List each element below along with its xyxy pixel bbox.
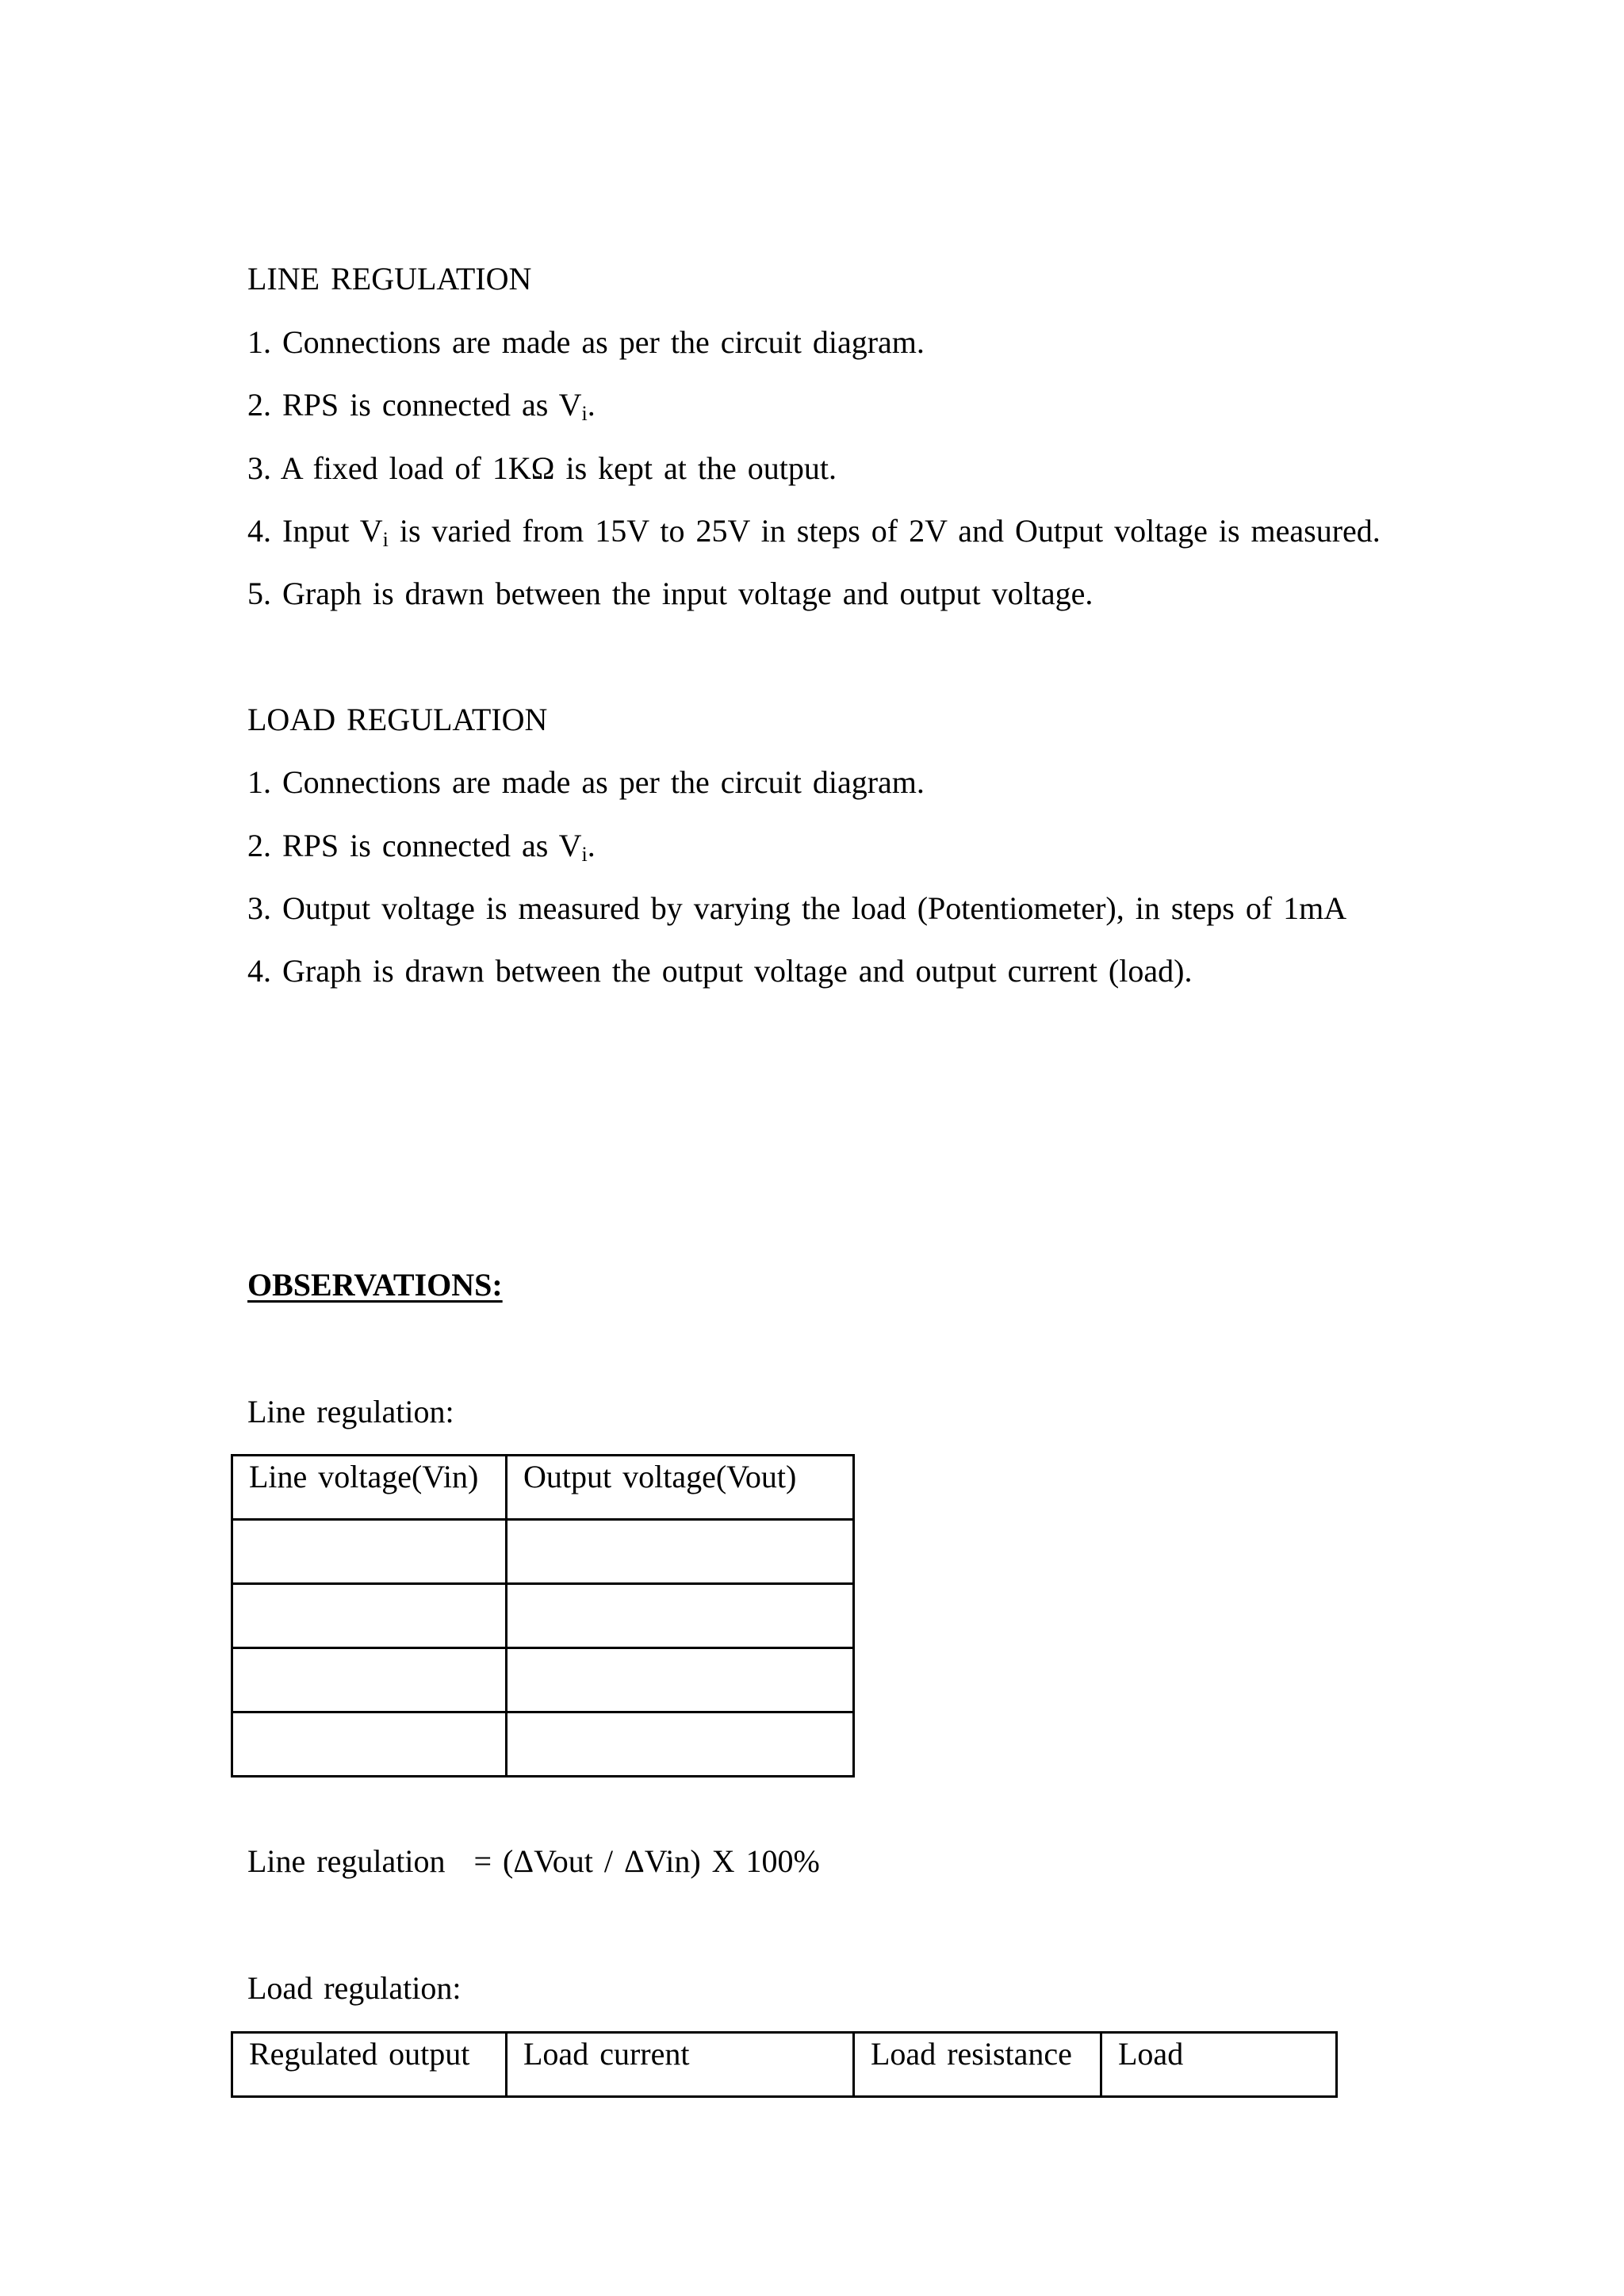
table-cell [232, 1584, 507, 1648]
line-step-2-text: 2. RPS is connected as V [247, 387, 582, 423]
line-step-4-text: 4. Input V [247, 513, 383, 549]
load-step-2-subscript: i [581, 843, 588, 866]
line-regulation-formula-label: Line regulation [247, 1843, 446, 1879]
line-step-2-end: . [587, 387, 596, 423]
table-header-row [232, 1456, 854, 1520]
table-header-row [232, 2033, 1337, 2097]
line-step-5: 5. Graph is drawn between the input voltage and output voltage. [247, 576, 1094, 611]
table-row [232, 1648, 854, 1712]
table-row [232, 1584, 854, 1648]
table-cell [232, 1520, 507, 1584]
line-regulation-formula-line [247, 1843, 820, 1881]
load-step-4: 4. Graph is drawn between the output voltage and output current (load). [247, 953, 1193, 989]
column-header-load: Load [1101, 2033, 1337, 2097]
load-step-2-text: 2. RPS is connected as V [247, 828, 582, 863]
load-step-2-end: . [587, 828, 596, 863]
load-step-2 [247, 827, 596, 865]
line-step-4-end: is varied from 15V to 25V in steps of 2V and Output voltage is measured. [388, 513, 1381, 549]
line-step-4-subscript: i [382, 528, 389, 551]
column-header-load-resistance: Load resistance [854, 2033, 1101, 2097]
load-regulation-table [231, 2031, 1338, 2098]
line-regulation-heading: LINE REGULATION [247, 261, 532, 297]
line-step-1: 1. Connections are made as per the circuit diagram. [247, 324, 925, 360]
column-header-line-voltage: Line voltage(Vin) [232, 1456, 507, 1520]
column-header-load-current: Load current [507, 2033, 854, 2097]
table-cell [232, 1712, 507, 1777]
line-regulation-table [231, 1454, 855, 1777]
load-regulation-table-label: Load regulation: [247, 1970, 462, 2006]
line-step-2-subscript: i [581, 402, 588, 425]
column-header-output-voltage: Output voltage(Vout) [507, 1456, 854, 1520]
column-header-regulated-output: Regulated output [232, 2033, 507, 2097]
line-step-2 [247, 386, 596, 424]
line-step-4 [247, 512, 1381, 550]
table-cell [507, 1520, 854, 1584]
table-row [232, 1712, 854, 1777]
table-cell [507, 1712, 854, 1777]
table-cell [232, 1648, 507, 1712]
load-step-3: 3. Output voltage is measured by varying the load (Potentiometer), in steps of 1mA [247, 890, 1347, 926]
line-step-3: 3. A fixed load of 1KΩ is kept at the output. [247, 450, 837, 486]
line-regulation-formula: = (ΔVout / ΔVin) X 100% [473, 1843, 820, 1879]
table-cell [507, 1584, 854, 1648]
load-step-1: 1. Connections are made as per the circuit diagram. [247, 764, 925, 800]
load-regulation-heading: LOAD REGULATION [247, 702, 548, 737]
observations-heading: OBSERVATIONS: [247, 1267, 503, 1303]
line-regulation-table-label: Line regulation: [247, 1394, 454, 1429]
table-row [232, 1520, 854, 1584]
table-cell [507, 1648, 854, 1712]
